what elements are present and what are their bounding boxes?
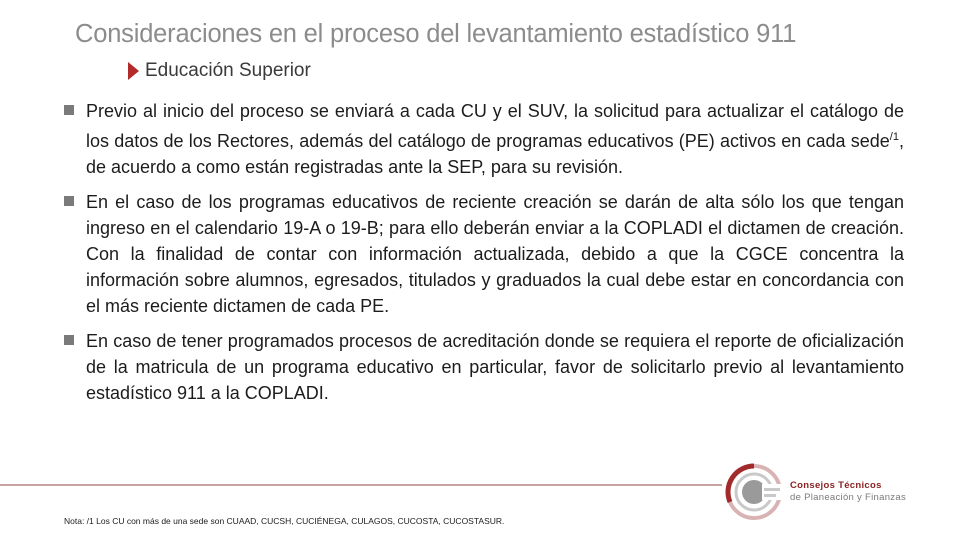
section-subtitle [128, 60, 311, 82]
square-bullet-icon [64, 335, 74, 345]
logo-emblem-icon [724, 462, 788, 522]
square-bullet-icon [64, 105, 74, 115]
footnote-reference: /1 [889, 131, 899, 143]
logo-line-2: de Planeación y Finanzas [790, 492, 906, 503]
square-bullet-icon [64, 196, 74, 206]
bullet-list [64, 98, 904, 415]
bullet-1-text-after: , de acuerdo a como están registradas ante la SEP, para su revisión. [86, 131, 904, 177]
bullet-item-3 [64, 328, 904, 406]
consejos-tecnicos-logo [724, 462, 960, 522]
bullet-3-text: En caso de tener programados procesos de acreditación donde se requiera el reporte de oficialización de la matricula de un programa educativo en particular, favor de solicitarlo previo al levantamiento estadístico 911 a la COPLADI. [86, 331, 904, 403]
footnote: Nota: /1 Los CU con más de una sede son CUAAD, CUCSH, CUCIÉNEGA, CULAGOS, CUCOSTA, CUCOSTASUR. [64, 516, 505, 526]
triangle-bullet-icon [128, 62, 139, 80]
slide-title: Consideraciones en el proceso del levantamiento estadístico 911 [75, 20, 797, 48]
bullet-2-text: En el caso de los programas educativos de reciente creación se darán de alta sólo los que tengan ingreso en el calendario 19-A o 19-B; para ello deberán enviar a la COPLADI el dictamen de creación. Con la finalidad de contar con información actualizada, debido a que la CGCE concentra la información sobre alumnos, egresados, titulados y graduados la cual debe estar en concordancia con el más reciente dictamen de cada PE. [86, 192, 904, 316]
subtitle-label: Educación Superior [145, 60, 311, 81]
bullet-item-1 [64, 98, 904, 180]
bullet-1-text-before: Previo al inicio del proceso se enviará a cada CU y el SUV, la solicitud para actualizar el catálogo de los datos de los Rectores, además del catálogo de programas educativos (PE) activos en cada sede [86, 101, 904, 151]
logo-line-1: Consejos Técnicos [790, 480, 882, 491]
bullet-item-2 [64, 189, 904, 319]
footer-divider [0, 484, 722, 486]
